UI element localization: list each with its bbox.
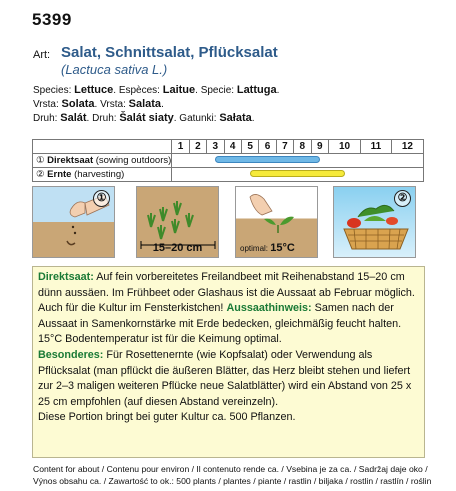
step-number: ①	[93, 190, 110, 207]
yield-paragraph: Diese Portion bringt bei guter Kultur ca. 500 Pflanzen.	[38, 411, 296, 424]
month-cell: 8	[294, 140, 311, 154]
month-cell: 12	[391, 140, 423, 154]
art-label: Art:	[33, 49, 51, 61]
row-note: (sowing outdoors)	[95, 155, 172, 166]
row-marker: ①	[36, 155, 45, 166]
product-code: 5399	[32, 10, 72, 29]
temperature-label: optimal: 15°C	[240, 242, 295, 254]
month-cell: 2	[189, 140, 206, 154]
month-header-row	[33, 140, 424, 154]
harvest-row	[33, 168, 424, 182]
translation-line-3: Druh: Salát. Druh: Šalát siaty. Gatunki: Sałata.	[33, 112, 255, 124]
step-harvest	[333, 186, 416, 258]
harvest-period-bar	[250, 170, 344, 177]
month-cell: 6	[259, 140, 276, 154]
step-number: ②	[394, 190, 411, 207]
sowing-period-bar	[215, 156, 319, 163]
month-cell: 7	[276, 140, 293, 154]
sowing-instructions	[32, 266, 425, 458]
row-label: Ernte	[47, 169, 72, 180]
month-cell: 10	[328, 140, 360, 154]
step-row-spacing	[136, 186, 219, 258]
row-label: Direktsaat	[47, 155, 94, 166]
translation-line-2: Vrsta: Solata. Vrsta: Salata.	[33, 98, 164, 110]
month-cell: 5	[241, 140, 258, 154]
row-marker: ②	[36, 169, 45, 180]
row-spacing-label: 15–20 cm	[152, 242, 203, 254]
month-cell: 1	[172, 140, 189, 154]
special-notes-paragraph: Besonderes: Für Rosettenernte (wie Kopfsalat) oder Verwendung als Pflücksalat (man pflückt die äußeren Blätter, das Herz bleibt stehen und liefert zur 2–3 maligen weiteren Pflücke neue Salatblätter) wird ein Abstand von 25 x 25 cm empfohlen (auf diesen Abstand vereinzeln).	[38, 348, 412, 408]
variety-title: Salat, Schnittsalat, Pflücksalat	[61, 44, 278, 61]
step-sowing	[32, 186, 115, 258]
step-germination	[235, 186, 318, 258]
direct-sowing-paragraph: Direktsaat: Auf fein vorbereitetes Freilandbeet mit Reihenabstand 15–20 cm dünn aussäen. Im Frühbeet oder Glashaus ist die Aussaat ab Februar möglich. Auch für die Kultur im Fensterkistchen! Aussaathinweis: Samen nach der Aussaat in Samenkornstärke mit Erde bedecken, gleichmäßig feucht halten. 15°C Bodentemperatur ist für die Keimung optimal.	[38, 271, 415, 346]
month-cell: 9	[311, 140, 328, 154]
content-footer	[33, 463, 431, 487]
footer-line-2: Výnos obsahu ca. / Zawartość to ok.: 500 plants / plantes / piante / rastlin / biljaka / rostlin / rastlín / roślin	[33, 476, 432, 486]
footer-line-1: Content for about / Contenu pour environ / Il contenuto rende ca. / Vsebina je za ca. / Sadržaj daje oko /	[33, 464, 428, 474]
month-cell: 3	[207, 140, 224, 154]
latin-name: (Lactuca sativa L.)	[61, 62, 168, 77]
month-cell: 4	[224, 140, 241, 154]
month-cell: 11	[361, 140, 392, 154]
translation-line-1: Species: Lettuce. Espèces: Laitue. Specie: Lattuga.	[33, 84, 280, 96]
row-note: (harvesting)	[74, 169, 125, 180]
